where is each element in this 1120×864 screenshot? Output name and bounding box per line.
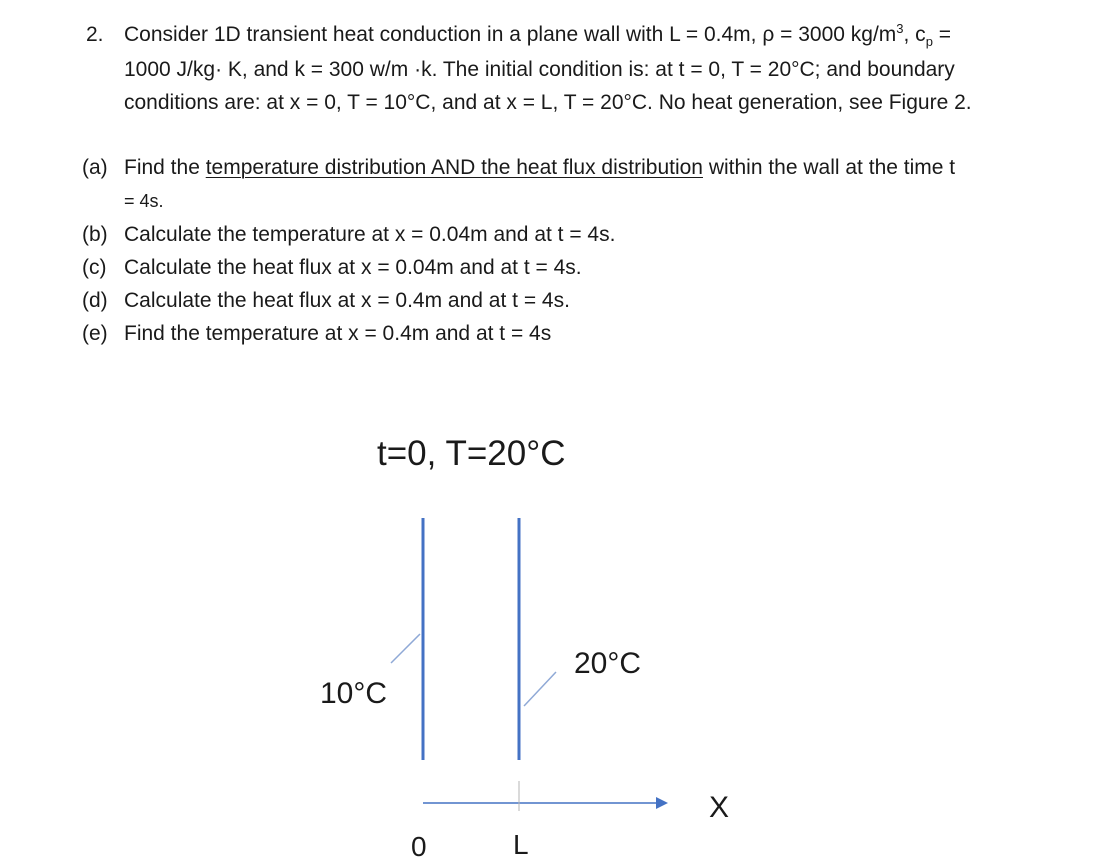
left-temp-leader (391, 634, 420, 663)
part-c-label: (c) (82, 256, 107, 279)
part-a-post: within the wall at the time t (702, 156, 956, 179)
axis-label-x: X (709, 791, 730, 824)
problem-line-1-sub: p (925, 34, 933, 50)
problem-line-1-post: = (932, 23, 952, 46)
part-c-text: Calculate the heat flux at x = 0.04m and at t = 4s. (124, 256, 582, 279)
part-e-text: Find the temperature at x = 0.4m and at t = 4s (124, 322, 552, 345)
origin-label: 0 (411, 831, 427, 862)
part-b-text: Calculate the temperature at x = 0.04m and at t = 4s. (124, 223, 616, 246)
part-a-underlined: temperature distribution AND the heat flux distribution (205, 156, 703, 179)
problem-line-1-pre: Consider 1D transient heat conduction in a plane wall with L = 0.4m, ρ = 3000 kg/m (124, 23, 897, 46)
problem-line-1-sup: 3 (896, 21, 904, 36)
x-axis-arrowhead (656, 797, 668, 809)
part-a-label: (a) (82, 156, 108, 179)
part-a-pre: Find the (124, 156, 206, 179)
part-d-text: Calculate the heat flux at x = 0.4m and at t = 4s. (124, 289, 570, 312)
initial-condition-label: t=0, T=20°C (377, 434, 566, 473)
part-d-label: (d) (82, 289, 108, 312)
part-a-continuation: = 4s. (124, 191, 164, 211)
left-temp-label: 10°C (320, 677, 388, 710)
right-temp-leader (524, 672, 556, 706)
length-label: L (513, 829, 529, 860)
part-e-label: (e) (82, 322, 108, 345)
problem-number: 2. (86, 23, 104, 46)
problem-line-3: conditions are: at x = 0, T = 10°C, and at x = L, T = 20°C. No heat generation, see Figure 2. (124, 91, 972, 114)
part-b-label: (b) (82, 223, 108, 246)
problem-line-1-mid: , c (903, 23, 926, 46)
problem-line-2: 1000 J/kg· K, and k = 300 w/m ·k. The initial condition is: at t = 0, T = 20°C; and boundary (124, 58, 955, 81)
right-temp-label: 20°C (574, 647, 642, 680)
